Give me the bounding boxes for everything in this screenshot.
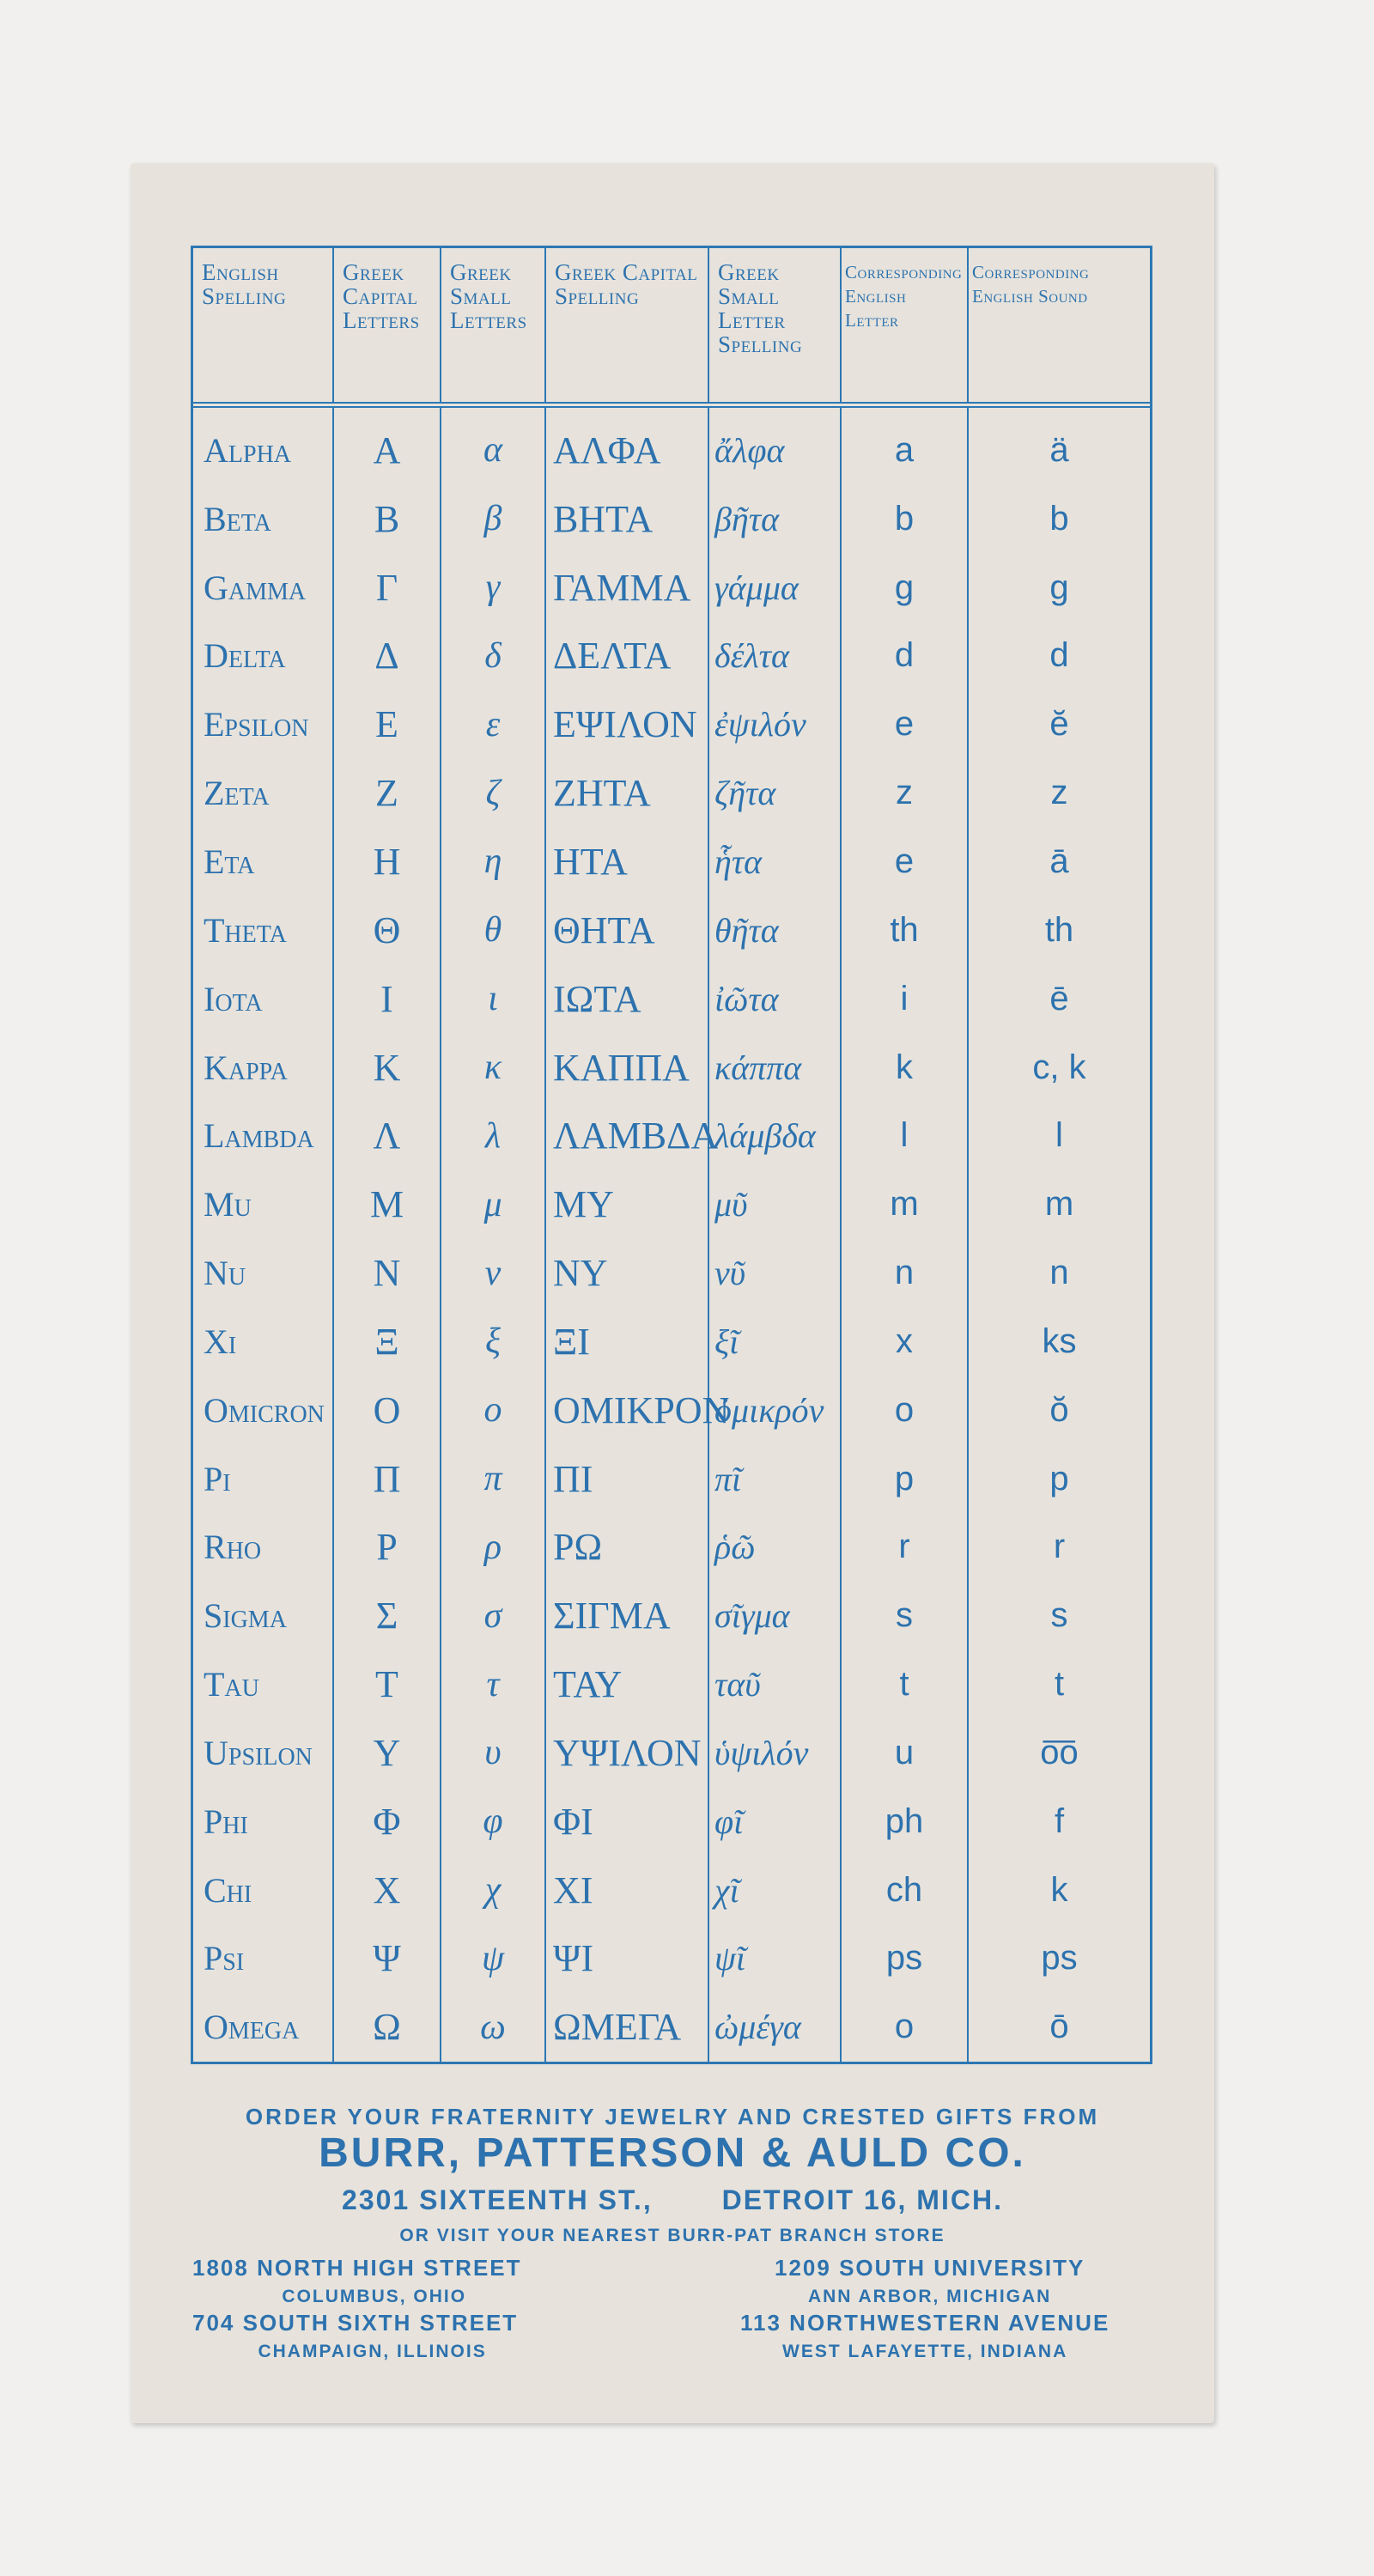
english-letter-cell: i: [841, 964, 968, 1033]
english-letter-cell: ps: [841, 1924, 968, 1993]
table-row: [193, 1993, 1150, 2062]
greek-capital-spelling-cell: ΩΜΕΓΑ: [545, 1993, 708, 2062]
header-english-spelling: English Spelling: [193, 248, 333, 404]
greek-capital-cell: N: [333, 1239, 441, 1308]
greek-capital-cell: Ω: [333, 1993, 441, 2062]
english-sound-cell: ē: [1049, 979, 1069, 1018]
greek-small-cell: ι: [441, 964, 545, 1033]
english-sound-cell: c, k: [1032, 1048, 1086, 1086]
english-letter-cell: s: [841, 1582, 968, 1650]
header-english-sound: Corresponding English Sound: [968, 248, 1150, 404]
spacer-cell: [841, 404, 968, 416]
greek-capital-spelling-cell: ΞΙ: [545, 1307, 708, 1376]
branch-street: 1808 NORTH HIGH STREET: [192, 2255, 522, 2281]
greek-capital-spelling-cell: ΙΩΤΑ: [545, 964, 708, 1033]
greek-capital-spelling-cell: ΘΗΤΑ: [545, 896, 708, 964]
english-sound-cell: ä: [1049, 430, 1069, 469]
greek-small-cell: η: [441, 828, 545, 896]
english-sound-cell: n: [1049, 1254, 1069, 1292]
greek-capital-cell: Z: [333, 759, 441, 828]
greek-capital-cell: H: [333, 828, 441, 896]
greek-small-spelling-cell: ἰῶτα: [708, 964, 841, 1033]
greek-small-spelling-cell: δέλτα: [708, 622, 841, 690]
english-letter-cell: ph: [841, 1787, 968, 1856]
greek-small-cell: ζ: [441, 759, 545, 828]
english-letter-cell: ch: [841, 1856, 968, 1924]
greek-small-cell: φ: [441, 1787, 545, 1856]
greek-small-spelling-cell: ῥῶ: [708, 1513, 841, 1582]
greek-small-cell: α: [441, 416, 545, 485]
english-spelling-cell: Psi: [193, 1924, 333, 1993]
english-spelling-cell: Alpha: [193, 416, 333, 485]
spacer-cell: [333, 404, 441, 416]
english-spelling-cell: Sigma: [193, 1582, 333, 1650]
greek-capital-cell: Φ: [333, 1787, 441, 1856]
greek-small-spelling-cell: ὀμικρόν: [708, 1376, 841, 1444]
greek-small-spelling-cell: ξῖ: [708, 1307, 841, 1376]
greek-capital-cell: Λ: [333, 1102, 441, 1170]
greek-alphabet-table: [193, 248, 1150, 2062]
branch-city: COLUMBUS, OHIO: [282, 2287, 467, 2306]
table-row: [193, 1033, 1150, 1102]
english-spelling-cell: Phi: [193, 1787, 333, 1856]
greek-small-cell: β: [441, 484, 545, 553]
greek-small-spelling-cell: βῆτα: [708, 484, 841, 553]
english-sound-cell: t: [1054, 1665, 1065, 1704]
branch-city: CHAMPAIGN, ILLINOIS: [258, 2342, 487, 2361]
english-letter-cell: b: [841, 484, 968, 553]
greek-capital-spelling-cell: ΦΙ: [545, 1787, 708, 1856]
greek-small-spelling-cell: ζῆτα: [708, 759, 841, 828]
english-sound-cell: ō: [1049, 2008, 1069, 2046]
greek-capital-spelling-cell: ΨΙ: [545, 1924, 708, 1993]
english-sound-cell: z: [1050, 774, 1068, 812]
english-sound-cell: l: [1055, 1116, 1063, 1155]
english-sound-cell: ks: [1042, 1321, 1077, 1360]
greek-small-spelling-cell: νῦ: [708, 1239, 841, 1308]
english-letter-cell: g: [841, 553, 968, 622]
greek-small-cell: θ: [441, 896, 545, 964]
greek-small-cell: ν: [441, 1239, 545, 1308]
greek-capital-spelling-cell: ΤΑΥ: [545, 1650, 708, 1719]
greek-capital-cell: Π: [333, 1444, 441, 1513]
english-sound-cell: ŏ: [1049, 1390, 1069, 1429]
greek-capital-cell: M: [333, 1170, 441, 1239]
greek-small-spelling-cell: θῆτα: [708, 896, 841, 964]
spacer-cell: [708, 404, 841, 416]
greek-capital-spelling-cell: ΝΥ: [545, 1239, 708, 1308]
greek-capital-spelling-cell: ΥΨΙΛΟΝ: [545, 1719, 708, 1788]
english-sound-cell: p: [1049, 1459, 1069, 1498]
english-sound-cell: th: [1044, 910, 1074, 949]
english-sound-cell: ā: [1049, 841, 1069, 880]
english-spelling-cell: Chi: [193, 1856, 333, 1924]
greek-capital-spelling-cell: ΔΕΛΤΑ: [545, 622, 708, 690]
english-spelling-cell: Omega: [193, 1993, 333, 2062]
greek-capital-cell: O: [333, 1376, 441, 1444]
greek-small-spelling-cell: σῖγμα: [708, 1582, 841, 1650]
english-spelling-cell: Beta: [193, 484, 333, 553]
greek-small-cell: δ: [441, 622, 545, 690]
address-street: 2301 SIXTEENTH ST.,: [342, 2184, 653, 2215]
header-greek-small-letter-spelling: Greek Small Letter Spelling: [708, 248, 841, 404]
table-row: [193, 1307, 1150, 1376]
greek-capital-spelling-cell: HTA: [545, 828, 708, 896]
branch-street: 704 SOUTH SIXTH STREET: [192, 2310, 519, 2336]
greek-small-cell: ρ: [441, 1513, 545, 1582]
english-spelling-cell: Epsilon: [193, 690, 333, 759]
greek-small-spelling-cell: ταῦ: [708, 1650, 841, 1719]
greek-capital-spelling-cell: BHTA: [545, 484, 708, 553]
greek-small-cell: π: [441, 1444, 545, 1513]
table-row: [193, 416, 1150, 485]
table-row: [193, 1376, 1150, 1444]
english-spelling-cell: Iota: [193, 964, 333, 1033]
branch-street: 1209 SOUTH UNIVERSITY: [775, 2255, 1085, 2281]
english-sound-cell: f: [1054, 1801, 1065, 1840]
branch-city: ANN ARBOR, MICHIGAN: [807, 2287, 1052, 2306]
greek-small-spelling-cell: ὑψιλόν: [708, 1719, 841, 1788]
table-row: [193, 1102, 1150, 1170]
english-sound-cell: b: [1049, 499, 1069, 538]
greek-capital-spelling-cell: ZHTA: [545, 759, 708, 828]
english-letter-cell: z: [841, 759, 968, 828]
greek-capital-cell: Γ: [333, 553, 441, 622]
english-spelling-cell: Nu: [193, 1239, 333, 1308]
table-row: [193, 1170, 1150, 1239]
greek-capital-cell: X: [333, 1856, 441, 1924]
english-spelling-cell: Upsilon: [193, 1719, 333, 1788]
english-letter-cell: a: [841, 416, 968, 485]
spacer-row: [193, 404, 1150, 416]
greek-small-cell: λ: [441, 1102, 545, 1170]
english-letter-cell: m: [841, 1170, 968, 1239]
english-letter-cell: n: [841, 1239, 968, 1308]
english-spelling-cell: Rho: [193, 1513, 333, 1582]
english-spelling-cell: Zeta: [193, 759, 333, 828]
greek-capital-cell: Δ: [333, 622, 441, 690]
greek-small-cell: τ: [441, 1650, 545, 1719]
greek-small-spelling-cell: πῖ: [708, 1444, 841, 1513]
greek-capital-cell: E: [333, 690, 441, 759]
table-row: [193, 1513, 1150, 1582]
greek-small-cell: μ: [441, 1170, 545, 1239]
header-greek-capital-letters: Greek Capital Letters: [333, 248, 441, 404]
greek-small-spelling-cell: χῖ: [708, 1856, 841, 1924]
branch-store: [740, 2310, 1110, 2362]
english-letter-cell: o: [841, 1993, 968, 2062]
table-row: [193, 1650, 1150, 1719]
company-name: BURR, PATTERSON & AULD CO.: [319, 2130, 1026, 2176]
spacer-cell: [545, 404, 708, 416]
greek-capital-spelling-cell: ΕΨΙΛΟΝ: [545, 690, 708, 759]
alphabet-table-frame: [191, 246, 1152, 2064]
table-row: [193, 828, 1150, 896]
greek-capital-cell: Ψ: [333, 1924, 441, 1993]
english-spelling-cell: Lambda: [193, 1102, 333, 1170]
english-letter-cell: k: [841, 1033, 968, 1102]
english-sound-cell: d: [1049, 636, 1069, 675]
english-sound-cell: m: [1044, 1185, 1074, 1224]
company-address: [131, 2184, 1214, 2216]
english-letter-cell: d: [841, 622, 968, 690]
english-sound-cell: ĕ: [1049, 705, 1069, 744]
branch-city: WEST LAFAYETTE, INDIANA: [782, 2342, 1068, 2361]
english-letter-cell: p: [841, 1444, 968, 1513]
greek-small-spelling-cell: γάμμα: [708, 553, 841, 622]
table-row: [193, 622, 1150, 690]
table-row: [193, 1239, 1150, 1308]
table-row: [193, 690, 1150, 759]
english-sound-cell: s: [1050, 1596, 1068, 1635]
greek-small-spelling-cell: ὠμέγα: [708, 1993, 841, 2062]
greek-capital-cell: Ξ: [333, 1307, 441, 1376]
spacer-cell: [441, 404, 545, 416]
table-body: [193, 404, 1150, 2062]
english-letter-cell: r: [841, 1513, 968, 1582]
address-city: DETROIT 16, MICH.: [721, 2184, 1003, 2215]
english-sound-cell: g: [1049, 568, 1069, 606]
greek-capital-spelling-cell: ΓΑΜΜΑ: [545, 553, 708, 622]
english-sound-cell: r: [1053, 1528, 1066, 1566]
greek-capital-spelling-cell: ΜΥ: [545, 1170, 708, 1239]
english-letter-cell: e: [841, 690, 968, 759]
english-letter-cell: t: [841, 1650, 968, 1719]
greek-small-cell: σ: [441, 1582, 545, 1650]
greek-small-spelling-cell: μῦ: [708, 1170, 841, 1239]
greek-small-cell: ξ: [441, 1307, 545, 1376]
greek-small-cell: ε: [441, 690, 545, 759]
greek-capital-cell: I: [333, 964, 441, 1033]
english-spelling-cell: Pi: [193, 1444, 333, 1513]
english-letter-cell: u: [841, 1719, 968, 1788]
table-row: [193, 759, 1150, 828]
header-english-letter: Corresponding English Letter: [841, 248, 968, 404]
visit-line: OR VISIT YOUR NEAREST BURR-PAT BRANCH STORE: [399, 2226, 945, 2245]
greek-small-spelling-cell: λάμβδα: [708, 1102, 841, 1170]
greek-small-spelling-cell: ψῖ: [708, 1924, 841, 1993]
table-row: [193, 1444, 1150, 1513]
greek-capital-spelling-cell: ΠΙ: [545, 1444, 708, 1513]
table-row: [193, 964, 1150, 1033]
greek-capital-spelling-cell: ΡΩ: [545, 1513, 708, 1582]
english-letter-cell: l: [841, 1102, 968, 1170]
english-sound-cell: o͞o: [1040, 1733, 1079, 1771]
table-header-row: [193, 248, 1150, 404]
greek-capital-spelling-cell: ΑΛΦΑ: [545, 416, 708, 485]
table-row: [193, 1719, 1150, 1788]
english-letter-cell: e: [841, 828, 968, 896]
table-row: [193, 1924, 1150, 1993]
greek-capital-cell: Υ: [333, 1719, 441, 1788]
greek-small-spelling-cell: φῖ: [708, 1787, 841, 1856]
greek-capital-cell: Σ: [333, 1582, 441, 1650]
greek-small-cell: γ: [441, 553, 545, 622]
english-letter-cell: o: [841, 1376, 968, 1444]
header-greek-capital-spelling: Greek Capital Spelling: [545, 248, 708, 404]
greek-small-cell: ω: [441, 1993, 545, 2062]
table-row: [193, 1856, 1150, 1924]
greek-small-spelling-cell: ἄλφα: [708, 416, 841, 485]
spacer-cell: [193, 404, 333, 416]
table-row: [193, 553, 1150, 622]
greek-capital-spelling-cell: ΧΙ: [545, 1856, 708, 1924]
branch-store: [192, 2310, 518, 2362]
greek-capital-spelling-cell: ΣΙΓΜΑ: [545, 1582, 708, 1650]
greek-small-spelling-cell: ἧτα: [708, 828, 841, 896]
english-letter-cell: x: [841, 1307, 968, 1376]
greek-small-cell: ψ: [441, 1924, 545, 1993]
header-greek-small-letters: Greek Small Letters: [441, 248, 545, 404]
table-row: [193, 484, 1150, 553]
branch-store: [192, 2255, 522, 2307]
greek-capital-cell: K: [333, 1033, 441, 1102]
branch-street: 113 NORTHWESTERN AVENUE: [740, 2310, 1110, 2336]
english-spelling-cell: Omicron: [193, 1376, 333, 1444]
greek-small-cell: κ: [441, 1033, 545, 1102]
branch-store: [775, 2255, 1085, 2307]
greek-alphabet-card: [131, 163, 1214, 2423]
greek-capital-spelling-cell: ΚΑΠΠΑ: [545, 1033, 708, 1102]
english-spelling-cell: Gamma: [193, 553, 333, 622]
table-row: [193, 1787, 1150, 1856]
greek-small-cell: ο: [441, 1376, 545, 1444]
order-line: ORDER YOUR FRATERNITY JEWELRY AND CRESTED GIFTS FROM: [245, 2104, 1100, 2129]
english-spelling-cell: Kappa: [193, 1033, 333, 1102]
english-spelling-cell: Xi: [193, 1307, 333, 1376]
english-spelling-cell: Mu: [193, 1170, 333, 1239]
greek-small-cell: υ: [441, 1719, 545, 1788]
english-sound-cell: k: [1050, 1870, 1068, 1909]
greek-small-cell: χ: [441, 1856, 545, 1924]
english-sound-cell: ps: [1041, 1939, 1078, 1978]
greek-capital-cell: P: [333, 1513, 441, 1582]
english-spelling-cell: Theta: [193, 896, 333, 964]
english-spelling-cell: Eta: [193, 828, 333, 896]
greek-small-spelling-cell: ἐψιλόν: [708, 690, 841, 759]
greek-small-spelling-cell: κάππα: [708, 1033, 841, 1102]
table-row: [193, 896, 1150, 964]
spacer-cell: [968, 404, 1150, 416]
greek-capital-cell: Θ: [333, 896, 441, 964]
english-spelling-cell: Delta: [193, 622, 333, 690]
greek-capital-spelling-cell: ΛΑΜΒΔΑ: [545, 1102, 708, 1170]
english-letter-cell: th: [841, 896, 968, 964]
table-row: [193, 1582, 1150, 1650]
greek-capital-cell: B: [333, 484, 441, 553]
english-spelling-cell: Tau: [193, 1650, 333, 1719]
greek-capital-spelling-cell: ΟΜΙΚΡΟΝ: [545, 1376, 708, 1444]
greek-capital-cell: T: [333, 1650, 441, 1719]
greek-capital-cell: A: [333, 416, 441, 485]
